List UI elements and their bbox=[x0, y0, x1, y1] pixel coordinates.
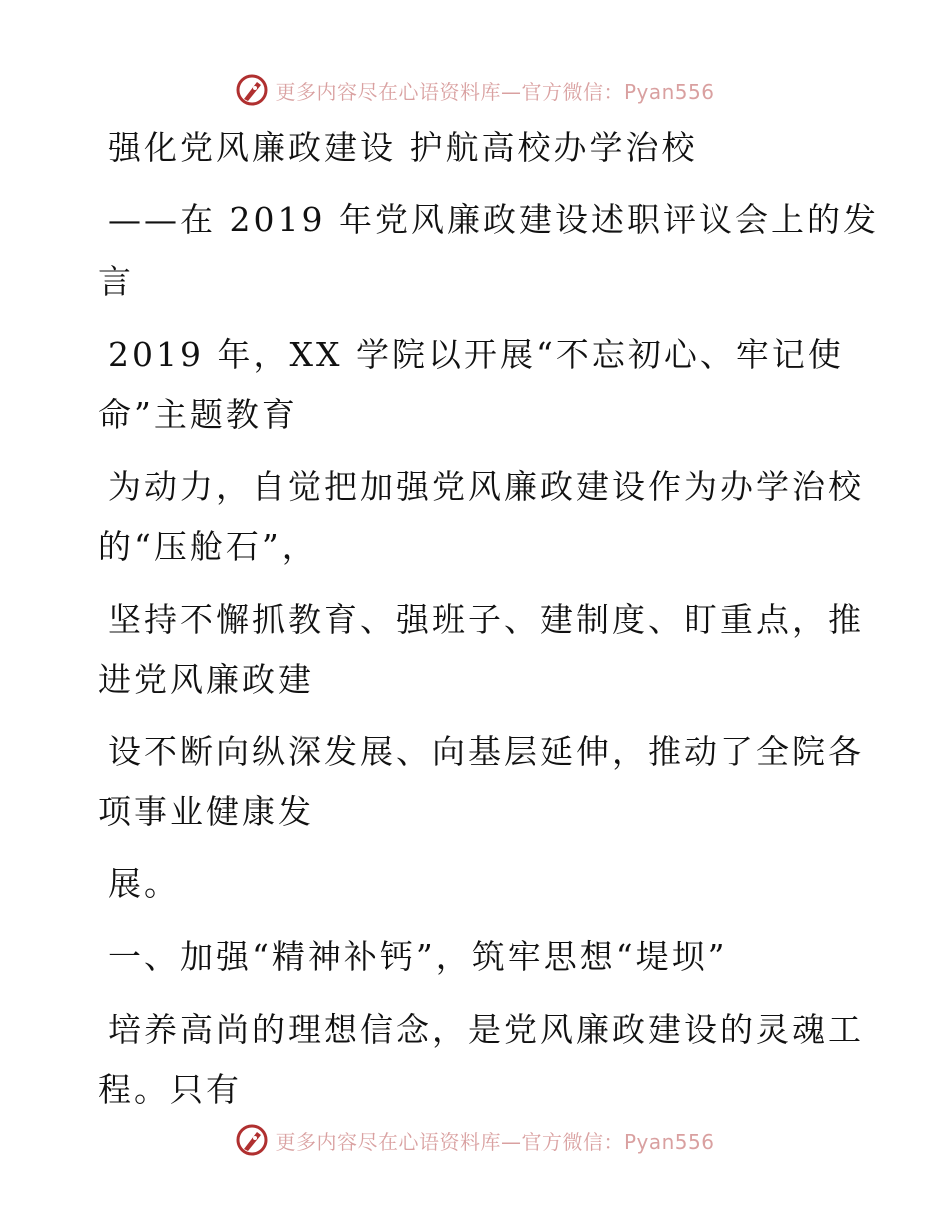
pen-nib-logo-icon bbox=[235, 73, 269, 107]
footer-banner-text: 更多内容尽在心语资料库—官方微信：Pyan556 bbox=[275, 1129, 715, 1154]
header-banner-text: 更多内容尽在心语资料库—官方微信：Pyan556 bbox=[275, 79, 715, 104]
paragraph-line: 命”主题教育 bbox=[98, 395, 298, 434]
paragraph-line: 坚持不懈抓教育、强班子、建制度、盯重点，推 bbox=[108, 600, 864, 639]
footer-banner bbox=[0, 1120, 950, 1160]
paragraph-line: 2019 年，XX 学院以开展“不忘初心、牢记使 bbox=[108, 335, 844, 374]
paragraph-line: 为动力，自觉把加强党风廉政建设作为办学治校 bbox=[108, 467, 864, 506]
header-banner bbox=[0, 70, 950, 110]
document-title: 强化党风廉政建设 护航高校办学治校 bbox=[108, 128, 698, 167]
paragraph-line: 设不断向纵深发展、向基层延伸，推动了全院各 bbox=[108, 732, 864, 771]
document-subtitle-line-2: 言 bbox=[98, 262, 134, 301]
paragraph-line: 程。只有 bbox=[98, 1070, 242, 1109]
section-heading: 一、加强“精神补钙”，筑牢思想“堤坝” bbox=[108, 937, 728, 976]
paragraph-line: 进党风廉政建 bbox=[98, 660, 314, 699]
paragraph-line: 展。 bbox=[108, 864, 180, 903]
paragraph-line: 的“压舱石”， bbox=[98, 527, 318, 566]
paragraph-line: 项事业健康发 bbox=[98, 792, 314, 831]
paragraph-line: 培养高尚的理想信念，是党风廉政建设的灵魂工 bbox=[108, 1010, 864, 1049]
document-subtitle-line-1: ——在 2019 年党风廉政建设述职评议会上的发 bbox=[108, 200, 879, 239]
pen-nib-logo-icon bbox=[235, 1123, 269, 1157]
